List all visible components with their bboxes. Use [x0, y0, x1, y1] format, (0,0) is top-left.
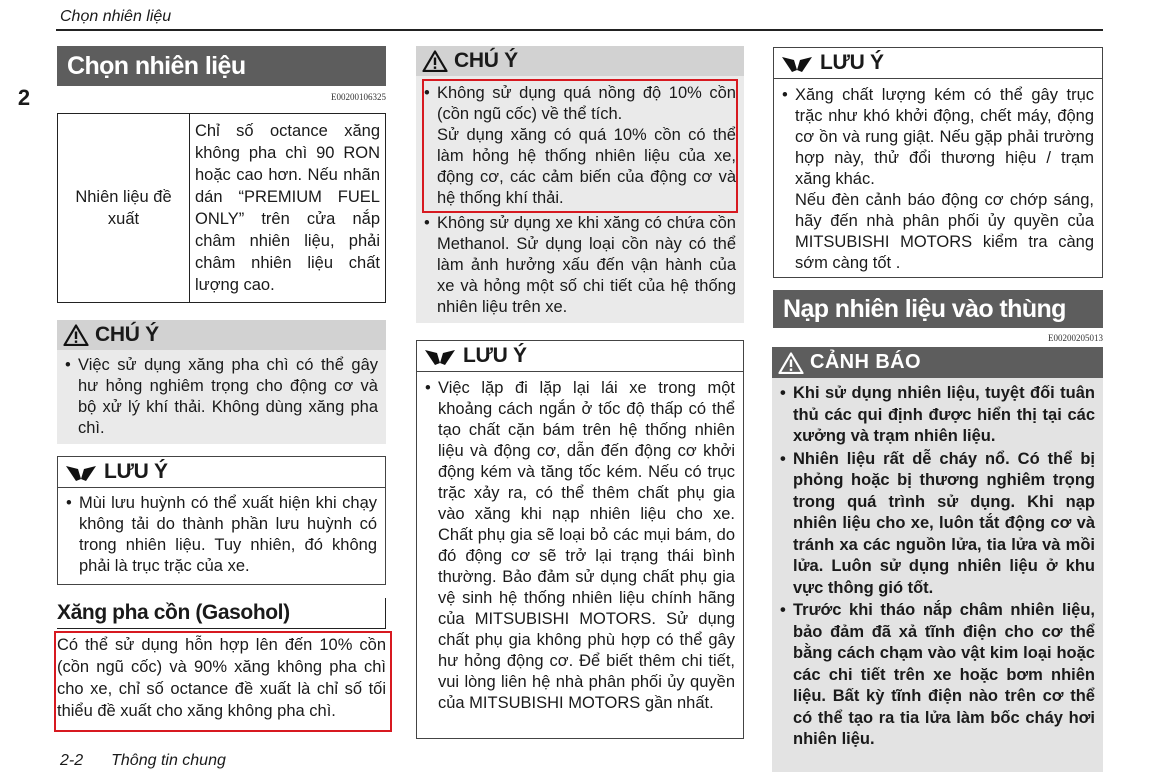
warning-triangle-icon: [63, 324, 89, 346]
gasohol-subheading: Xăng pha cồn (Gasohol): [57, 598, 386, 629]
running-header: Chọn nhiên liệu: [60, 8, 172, 25]
warning-title: CẢNH BÁO: [810, 351, 921, 373]
caution-header: [57, 320, 386, 350]
note-title: LƯU Ý: [820, 51, 884, 74]
warning-triangle-icon: [778, 352, 804, 374]
footer-section-name: Thông tin chung: [111, 752, 226, 769]
fuel-spec-value: Chỉ số octance xăng không pha chì 90 RON hoặc cao hơn. Nếu nhãn dán “PREMIUM FUEL ONLY” trên cửa nắp châm nhiên liệu, phải châm nhiên liệu chất lượng cao.: [195, 122, 380, 294]
note-item: [782, 85, 1094, 274]
section-heading-refueling: Nạp nhiên liệu vào thùng: [773, 290, 1103, 328]
note-header: [58, 457, 385, 488]
header-rule: [56, 29, 1103, 31]
note-title: LƯU Ý: [104, 460, 168, 483]
warning-triangle-icon: [422, 50, 448, 72]
warning-header: [772, 347, 1103, 378]
caution-box-ethanol: [416, 46, 744, 323]
warning-item: • Nhiên liệu rất dễ cháy nổ. Có thể bị phỏng hoặc bị thương nghiêm trọng trong quá trình sử dụng. Khi nạp nhiên liệu cho xe, luôn tắt động cơ và tránh xa các nguồn lửa, tia lửa và mồi lửa. Luôn sử dụng nhiên liệu ở khu vực thông gió tốt.: [780, 449, 1095, 600]
caution-title: CHÚ Ý: [454, 49, 518, 72]
page-footer: [60, 752, 226, 770]
chapter-number: 2: [0, 82, 48, 114]
note-box-additive: [416, 340, 744, 739]
caution-title: CHÚ Ý: [95, 323, 159, 346]
caution-item-methanol: • Không sử dụng xe khi xăng có chứa cồn Methanol. Sử dụng loại cồn này có thể làm ảnh hưởng xấu đến vận hành của xe và hỏng một số chi tiết của hệ thống nhiên liệu trên xe.: [424, 213, 736, 318]
note-item: • Việc lặp đi lặp lại lái xe trong một khoảng cách ngắn ở tốc độ thấp có thể tạo chất cặn bám trên hệ thống nhiên liệu và động cơ, dẫn đến động cơ khởi động kém và tăng tốc kém. Nếu có trục trặc xảy ra, có thể thêm chất phụ gia vào xăng khi nạp nhiên liệu cho xe. Chất phụ gia sẽ loại bỏ các mụi bám, do đó động cơ sẽ trở lại trạng thái bình thường. Bảo đảm sử dụng chất phụ gia vệ sinh hệ thống nhiên liệu chính hãng của MITSUBISHI MOTORS. Sử dụng chất phụ gia không phù hợp có thể gây hư hỏng động cơ. Để biết thêm chi tiết, vui lòng liên hệ nhà phân phối ủy quyền của MITSUBISHI MOTORS gần nhất.: [425, 378, 735, 714]
caution-item: • Việc sử dụng xăng pha chì có thể gây hư hỏng nghiêm trọng cho động cơ và bộ xử lý khí thải. Không dùng xăng pha chì.: [65, 355, 378, 439]
note-header: [774, 48, 1102, 79]
note-hands-icon: [780, 52, 814, 74]
caution-item-line: Sử dụng xăng có quá 10% cồn có thể làm hỏng hệ thống nhiên liệu của xe, động cơ, các cảm biến của động cơ và hệ thống khí thải.: [437, 126, 736, 207]
caution-item-line: Không sử dụng quá nồng độ 10% cồn (cồn ngũ cốc) về thể tích.: [437, 84, 736, 123]
caution-item-ethanol-limit: [424, 83, 736, 209]
note-header: [417, 341, 743, 372]
section-code: E00200106325: [331, 92, 386, 102]
fuel-spec-table: [57, 113, 386, 303]
section-code: E00200205013: [1048, 333, 1103, 343]
footer-page-number: 2-2: [60, 752, 84, 769]
note-hands-icon: [64, 461, 98, 483]
section-heading-fuel-selection: Chọn nhiên liệu: [57, 46, 386, 86]
note-box-fuel-quality: [773, 47, 1103, 278]
fuel-spec-label: Nhiên liệu đề xuất: [58, 114, 190, 302]
note-item: • Mùi lưu huỳnh có thể xuất hiện khi chạy không tải do thành phần lưu huỳnh có trong nhiên liệu. Tuy nhiên, đó không phải là trục trặc của xe.: [66, 493, 377, 577]
note-hands-icon: [423, 345, 457, 367]
warning-item: • Khi sử dụng nhiên liệu, tuyệt đối tuân thủ các qui định được hiển thị tại các xưởng và trạm nhiên liệu.: [780, 383, 1095, 448]
gasohol-paragraph: Có thể sử dụng hỗn hợp lên đến 10% cồn (cồn ngũ cốc) và 90% xăng không pha chì cho xe, chỉ số octance đề xuất là chỉ số tối thiểu đề xuất cho xăng không pha chì.: [57, 636, 386, 720]
note-title: LƯU Ý: [463, 344, 527, 367]
warning-box-refueling: [772, 347, 1103, 772]
note-item-line: Xăng chất lượng kém có thể gây trục trặc như khó khởi động, chết máy, động cơ ồn và rung giật. Nếu gặp phải trường hợp này, thử đổi thương hiệu / trạm xăng khác.: [795, 86, 1094, 188]
caution-box-leaded-fuel: [57, 320, 386, 444]
caution-header: [416, 46, 744, 76]
warning-item: • Trước khi tháo nắp châm nhiên liệu, bảo đảm đã xả tĩnh điện cho cơ thể bằng cách chạm vào vật kim loại hoặc các chi tiết trên xe hoặc bơm nhiên liệu. Bất kỳ tĩnh điện nào trên cơ thể có thể tạo ra tia lửa làm bốc cháy hơi nhiên liệu.: [780, 600, 1095, 751]
note-item-line: Nếu đèn cảnh báo động cơ chớp sáng, hãy đến nhà phân phối ủy quyền của MITSUBISHI MOTORS kiểm tra càng sớm càng tốt .: [795, 191, 1094, 272]
note-box-sulfur: [57, 456, 386, 585]
